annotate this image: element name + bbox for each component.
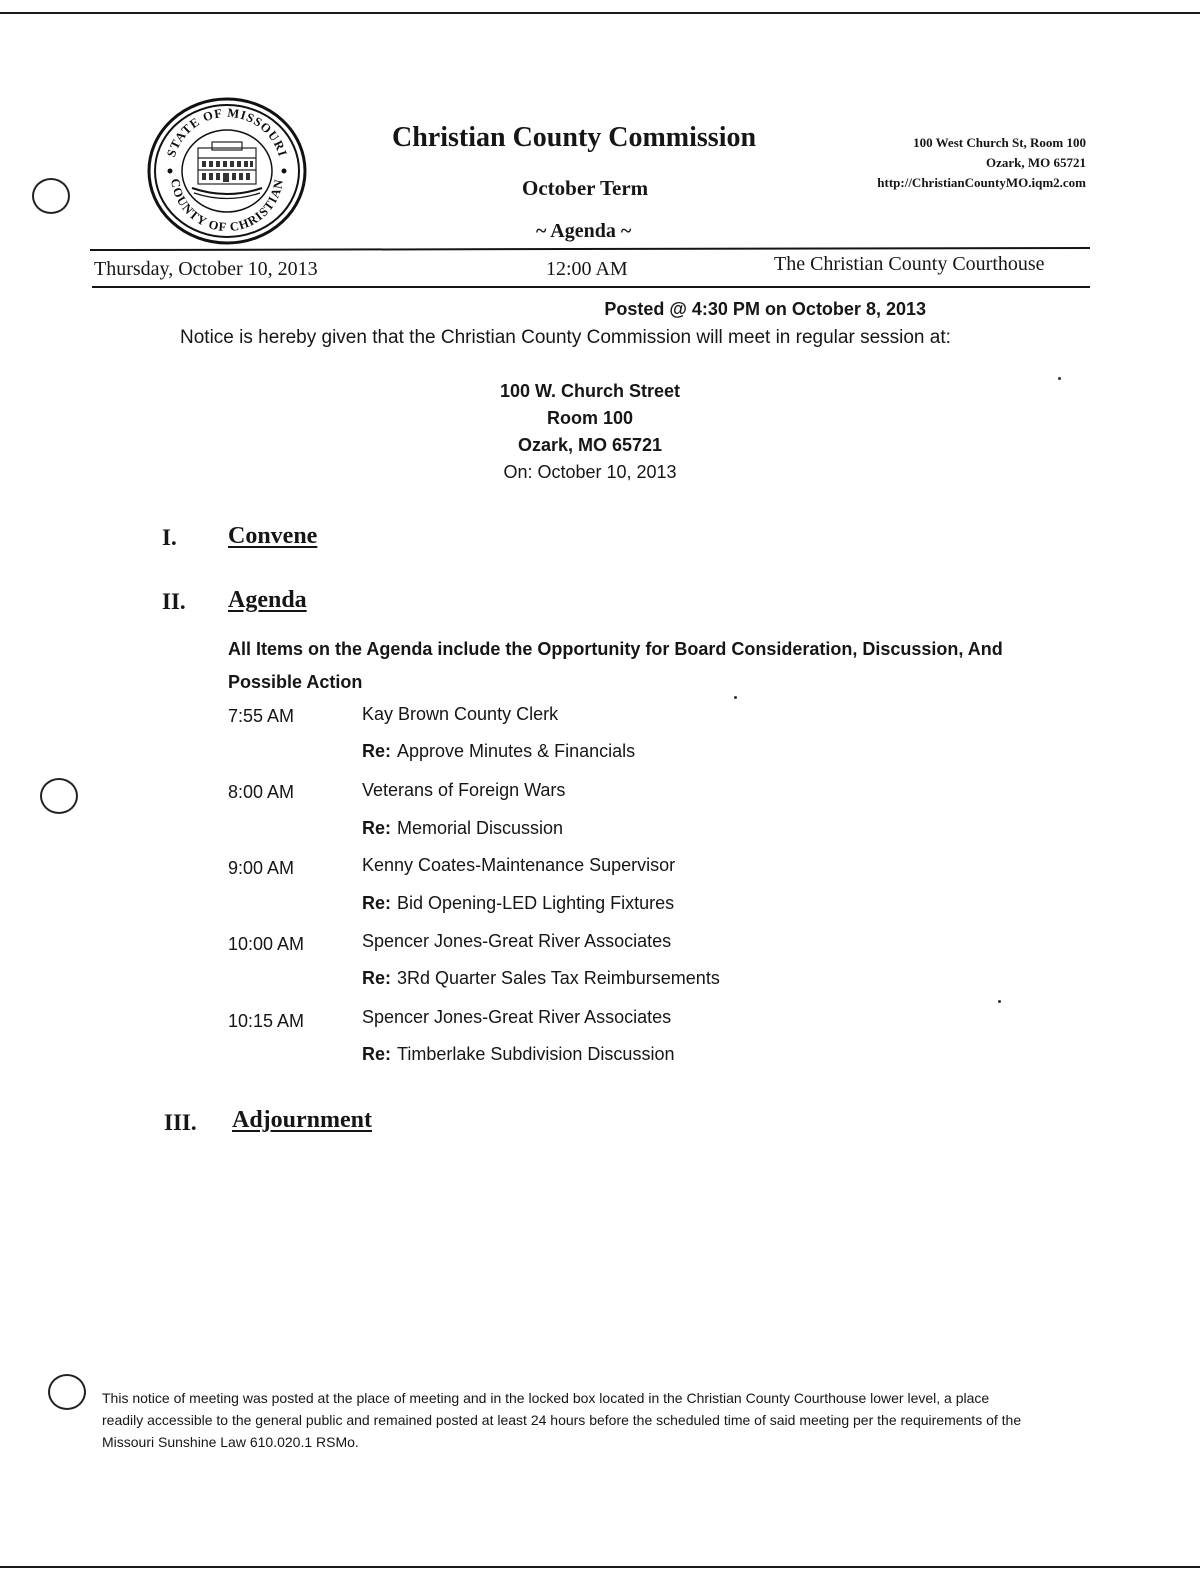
section-number: II. xyxy=(162,589,186,614)
header-divider xyxy=(92,286,1090,288)
location-street: 100 W. Church Street xyxy=(499,381,681,401)
address-line: 100 West Church St, Room 100 xyxy=(913,135,1086,150)
agenda-item-presenter: Veterans of Foreign Wars xyxy=(362,780,566,800)
location-city: Ozark, MO 65721 xyxy=(517,435,663,455)
punch-hole xyxy=(40,778,78,814)
location-date: On: October 10, 2013 xyxy=(503,462,677,482)
agenda-item-subject xyxy=(362,818,563,839)
section-title-adjournment: Adjournment xyxy=(232,1107,373,1133)
agenda-item-subject-text: Approve Minutes & Financials xyxy=(397,741,636,761)
scan-bottom-edge xyxy=(0,1566,1200,1568)
header-divider xyxy=(90,247,1090,251)
term-label: October Term xyxy=(522,176,649,200)
agenda-item-subject-text: Memorial Discussion xyxy=(397,818,564,838)
re-label: Re: xyxy=(362,1044,392,1064)
agenda-item-subject-text: Timberlake Subdivision Discussion xyxy=(397,1044,675,1064)
agenda-item-subject xyxy=(362,893,674,914)
agenda-item-subject-text: Bid Opening-LED Lighting Fixtures xyxy=(397,893,675,913)
agenda-item-subject xyxy=(362,741,635,762)
agenda-item-presenter: Spencer Jones-Great River Associates xyxy=(362,931,672,951)
scan-speck xyxy=(734,696,737,699)
location-room: Room 100 xyxy=(546,408,634,428)
re-label: Re: xyxy=(362,893,392,913)
punch-hole xyxy=(48,1374,86,1410)
re-label: Re: xyxy=(362,818,392,838)
punch-hole xyxy=(32,178,70,214)
section-title-agenda: Agenda xyxy=(228,587,307,613)
meeting-time: 12:00 AM xyxy=(546,258,628,280)
meeting-location xyxy=(420,378,760,486)
posted-notice: Posted @ 4:30 PM on October 8, 2013 xyxy=(604,299,926,319)
agenda-item-presenter: Kenny Coates-Maintenance Supervisor xyxy=(362,855,676,875)
meeting-date: Thursday, October 10, 2013 xyxy=(94,258,318,280)
agenda-item-time: 8:00 AM xyxy=(228,782,295,802)
scan-top-edge xyxy=(0,12,1200,14)
svg-text:STATE OF MISSOURI: STATE OF MISSOURI xyxy=(164,105,290,159)
posting-footnote: This notice of meeting was posted at the place of meeting and in the locked box located in the Christian County Courthouse lower level, a place readily accessible to the general public and remained posted at least 24 hours before the scheduled time of said meeting per the requirements of the Missouri Sunshine Law 610.020.1 RSMo. xyxy=(102,1390,1022,1450)
agenda-intro: All Items on the Agenda include the Opportunity for Board Consideration, Discussion, And Possible Action xyxy=(228,639,1003,692)
meeting-venue: The Christian County Courthouse xyxy=(774,253,1045,275)
meeting-notice: Notice is hereby given that the Christian County Commission will meet in regular session at: xyxy=(180,327,951,348)
section-number: III. xyxy=(164,1110,197,1135)
agenda-item-time: 7:55 AM xyxy=(228,706,295,726)
website-link[interactable]: http://ChristianCountyMO.iqm2.com xyxy=(877,175,1086,190)
re-label: Re: xyxy=(362,741,392,761)
agenda-item-time: 10:00 AM xyxy=(228,934,305,954)
re-label: Re: xyxy=(362,968,392,988)
agenda-item-presenter: Spencer Jones-Great River Associates xyxy=(362,1007,672,1027)
address-line: Ozark, MO 65721 xyxy=(985,155,1086,170)
section-number: I. xyxy=(162,525,177,550)
agenda-item-subject xyxy=(362,968,720,989)
county-seal-logo xyxy=(146,96,308,246)
organization-title: Christian County Commission xyxy=(392,122,757,153)
agenda-item-time: 9:00 AM xyxy=(228,858,295,878)
agenda-heading: ~ Agenda ~ xyxy=(536,220,632,242)
agenda-item-subject xyxy=(362,1044,674,1065)
scan-speck xyxy=(998,1000,1001,1003)
agenda-item-time: 10:15 AM xyxy=(228,1011,305,1031)
agenda-item-subject-text: 3Rd Quarter Sales Tax Reimbursements xyxy=(397,968,720,988)
section-title-convene: Convene xyxy=(228,523,318,549)
svg-text:COUNTY OF CHRISTIAN: COUNTY OF CHRISTIAN xyxy=(167,177,287,235)
agenda-item-presenter: Kay Brown County Clerk xyxy=(362,704,559,724)
header-address xyxy=(850,133,1086,193)
scan-speck xyxy=(1058,377,1061,380)
